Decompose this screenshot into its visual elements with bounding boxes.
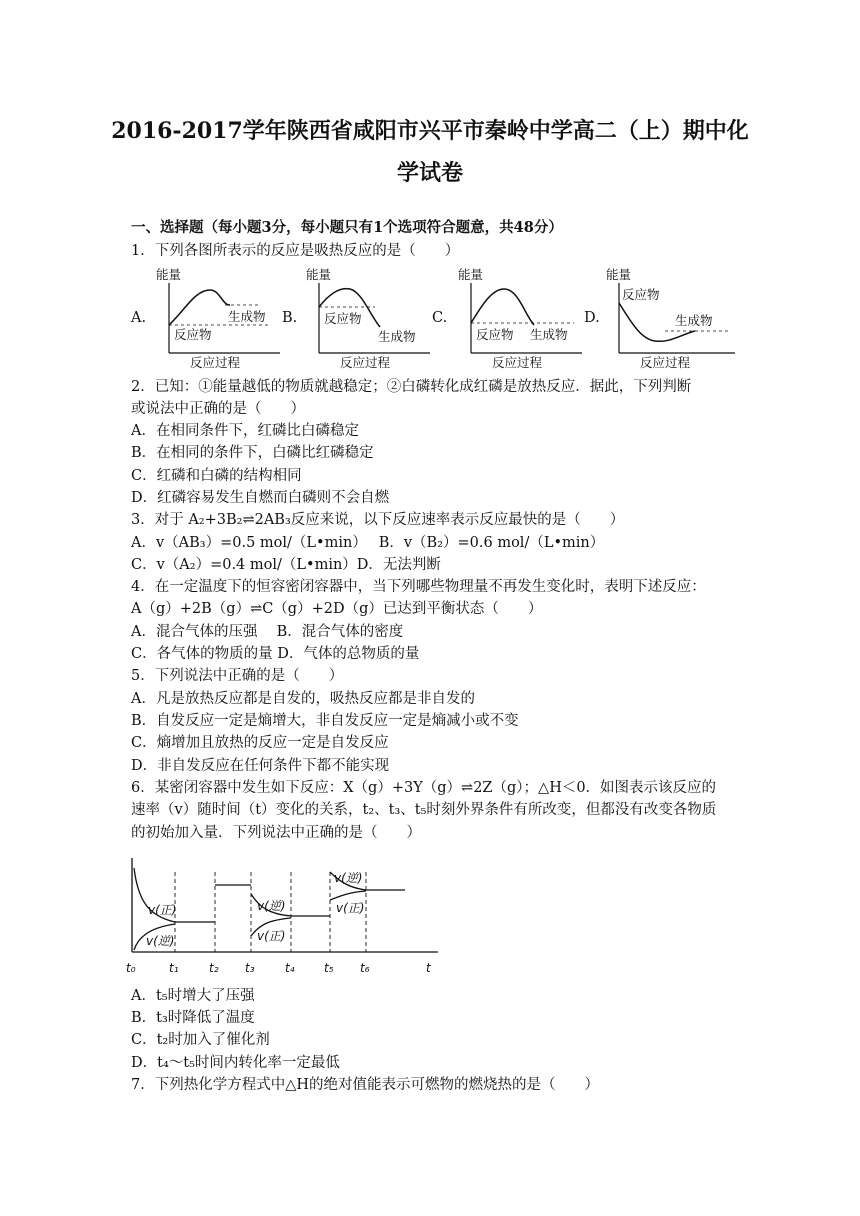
reactant-label: 反应物 xyxy=(622,287,660,302)
q6-option-a: A．t₅时增大了压强 xyxy=(131,988,255,1004)
label-v-reverse-2: v(逆) xyxy=(257,899,286,913)
q6-option-d: D．t₄～t₅时间内转化率一定最低 xyxy=(131,1055,340,1071)
q5-option-b: B．自发反应一定是熵增大，非自发反应一定是熵减小或不变 xyxy=(131,713,519,729)
q6-option-b: B．t₃时降低了温度 xyxy=(131,1010,255,1026)
q5-stem: 5．下列说法中正确的是（ ） xyxy=(131,668,344,684)
energy-curve xyxy=(169,290,230,325)
section-header: 一、选择题（每小题3分，每小题只有1个选项符合题意，共48分） xyxy=(131,219,563,236)
q1-diagram-a xyxy=(150,265,285,371)
label-v-forward-2: v(正) xyxy=(257,929,286,943)
q2-option-b: B．在相同的条件下，白磷比红磷稳定 xyxy=(131,445,374,461)
label-t0: t₀ xyxy=(126,961,136,975)
q6-stem-line1: 6．某密闭容器中发生如下反应：X（g）+3Y（g）⇌2Z（g）；△H＜0．如图表示该反应的 xyxy=(131,780,717,796)
q6-stem-line3: 的初始加入量．下列说法中正确的是（ ） xyxy=(131,825,421,841)
reactant-label: 反应物 xyxy=(324,311,362,326)
axis-y-label: 能量 xyxy=(458,267,484,282)
product-label: 生成物 xyxy=(378,329,416,344)
label-t4: t₄ xyxy=(285,961,295,975)
q3-options-ab: A．v（AB₃）=0.5 mol/（L•min） B．v（B₂）=0.6 mol/（L•min） xyxy=(131,535,605,551)
label-t1: t₁ xyxy=(169,961,179,975)
q4-stem-line2: A（g）+2B（g）⇌C（g）+2D（g）已达到平衡状态（ ） xyxy=(131,601,543,617)
q4-options-cd: C．各气体的物质的量 D．气体的总物质的量 xyxy=(131,646,420,662)
label-v-forward-1: v(正) xyxy=(148,903,177,917)
axis-x-label: 反应过程 xyxy=(190,355,241,370)
q1-option-b-label: B. xyxy=(282,310,298,326)
q6-rate-time-graph xyxy=(120,852,450,980)
q1-option-c-label: C. xyxy=(432,310,448,326)
paper-title-line2: 学试卷 xyxy=(396,160,463,186)
q2-option-c: C．红磷和白磷的结构相同 xyxy=(131,468,302,484)
q1-option-a-label: A. xyxy=(131,310,147,326)
q2-option-a: A．在相同条件下，红磷比白磷稳定 xyxy=(131,423,359,439)
q3-options-cd: C．v（A₂）=0.4 mol/（L•min）D．无法判断 xyxy=(131,557,441,573)
q5-option-a: A．凡是放热反应都是自发的，吸热反应都是非自发的 xyxy=(131,691,475,707)
label-v-forward-3: v(正) xyxy=(336,901,365,915)
label-t5: t₅ xyxy=(324,961,334,975)
q5-option-c: C．熵增加且放热的反应一定是自发反应 xyxy=(131,735,389,751)
q6-stem-line2: 速率（v）随时间（t）变化的关系，t₂、t₃、t₅时刻外界条件有所改变，但都没有改变各物质 xyxy=(131,802,717,818)
product-label: 生成物 xyxy=(530,327,568,342)
paper-title-line1: 2016-2017学年陕西省咸阳市兴平市秦岭中学高二（上）期中化 xyxy=(111,118,749,144)
q1-stem: 1．下列各图所表示的反应是吸热反应的是（ ） xyxy=(131,243,460,259)
reactant-label: 反应物 xyxy=(476,327,514,342)
label-t-axis: t xyxy=(426,961,431,975)
q4-options-ab: A．混合气体的压强 B．混合气体的密度 xyxy=(131,624,404,640)
reactant-label: 反应物 xyxy=(174,327,212,342)
label-v-reverse-3: v(逆) xyxy=(334,871,363,885)
q2-stem-line2: 或说法中正确的是（ ） xyxy=(131,401,305,417)
axis-y-label: 能量 xyxy=(306,267,332,282)
v-forward-curve-3 xyxy=(330,891,366,900)
label-t2: t₂ xyxy=(209,961,219,975)
product-label: 生成物 xyxy=(675,313,713,328)
label-t6: t₆ xyxy=(360,961,370,975)
label-v-reverse-1: v(逆) xyxy=(146,934,175,948)
axis-x-label: 反应过程 xyxy=(340,355,391,370)
q1-option-d-label: D. xyxy=(584,310,600,326)
q7-stem: 7．下列热化学方程式中△H的绝对值能表示可燃物的燃烧热的是（ ） xyxy=(131,1077,600,1093)
axis-x-label: 反应过程 xyxy=(640,355,691,370)
q3-stem: 3．对于 A₂+3B₂⇌2AB₃反应来说，以下反应速率表示反应最快的是（ ） xyxy=(131,512,625,528)
q2-stem-line1: 2．已知：①能量越低的物质就越稳定；②白磷转化成红磷是放热反应．据此，下列判断 xyxy=(131,379,692,395)
q1-diagram-d xyxy=(600,265,740,371)
axis-y-label: 能量 xyxy=(156,267,182,282)
q5-option-d: D．非自发反应在任何条件下都不能实现 xyxy=(131,758,390,774)
product-label: 生成物 xyxy=(228,309,266,324)
label-t3: t₃ xyxy=(245,961,255,975)
q2-option-d: D．红磷容易发生自燃而白磷则不会自燃 xyxy=(131,490,390,506)
q1-diagram-b xyxy=(300,265,435,371)
q1-diagram-c xyxy=(452,265,587,371)
axis-y-label: 能量 xyxy=(606,267,632,282)
axis-x-label: 反应过程 xyxy=(492,355,543,370)
q4-stem-line1: 4．在一定温度下的恒容密闭容器中，当下列哪些物理量不再发生变化时，表明下述反应： xyxy=(131,579,706,595)
q6-option-c: C．t₂时加入了催化剂 xyxy=(131,1032,270,1048)
energy-curve xyxy=(471,289,534,325)
